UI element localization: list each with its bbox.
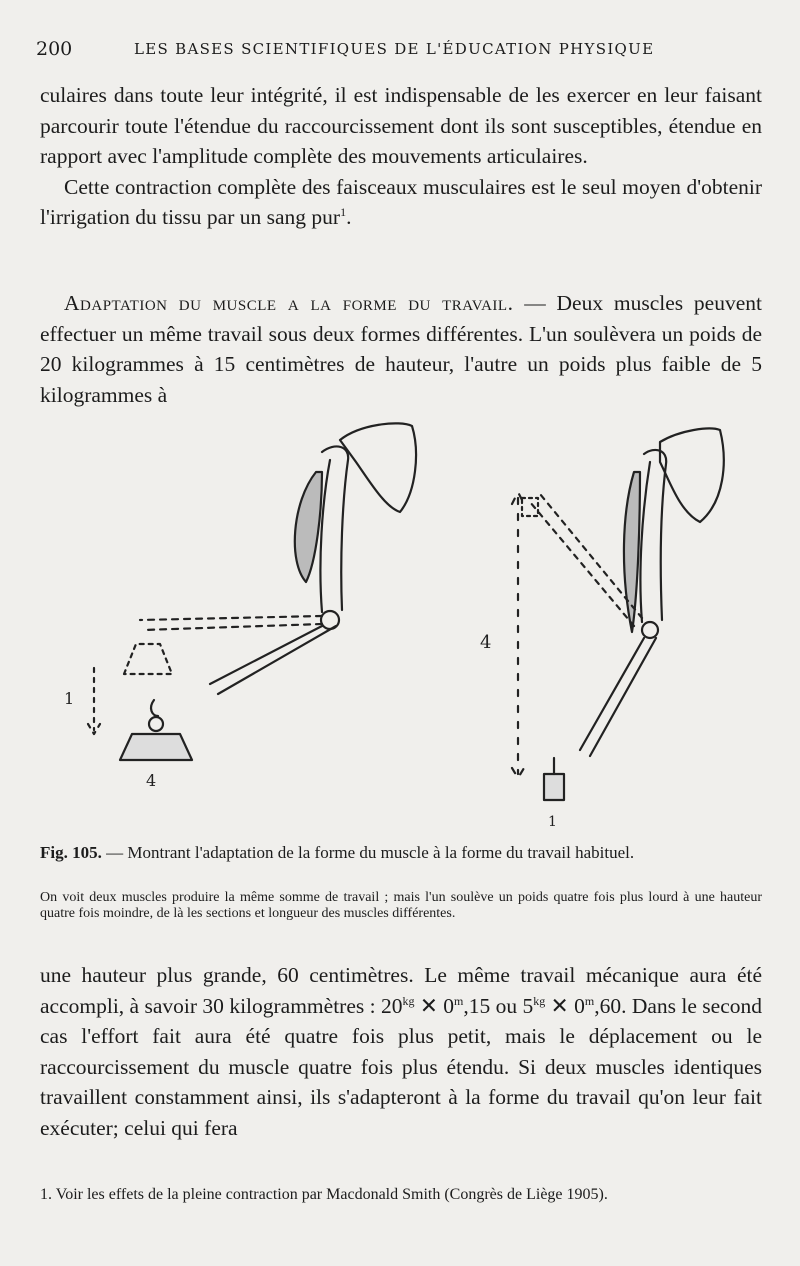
right-weight [544,774,564,800]
right-height-label: 4 [480,632,492,653]
figure-label: Fig. 105. [40,843,102,862]
paragraph-4-text-b: ✕ 0 [414,993,455,1018]
left-chain [151,700,158,716]
unit-kg-1: kg [402,993,415,1008]
right-weight-label: 1 [548,814,557,830]
left-shoulder-blade [340,423,416,512]
figure-caption-body: On voit deux muscles produire la même somme de travail ; mais l'un soulève un poids quatre fois plus lourd à une hauteur quatre fois moindre, de là les sections et longueur des muscles différentes. [40,890,762,921]
paragraph-2: Cette contraction complète des faisceaux musculaires est le seul moyen d'obtenir l'irrigation du tissu par un sang pur$^1$. [40,174,762,229]
text-block-section [40,288,762,410]
paragraph-1-text: culaires dans toute leur intégrité, il est indispensable de les exercer en leur faisant parcourir toute l'étendue du raccourcissement dont ils sont susceptibles, étendue en rapport avec l'amplitude complète des mouvements articulaires. [40,83,762,168]
left-forearm-raised [140,616,322,630]
paragraph-4-text-a: une hauteur plus grande, 60 centimètres. Le même travail mécanique aura été accompli, à savoir 30 kilogrammètres : 20 [40,963,762,1018]
footnote-text: Voir les effets de la pleine contraction par Macdonald Smith (Congrès de Liège 1905). [52,1186,608,1203]
right-biceps [624,472,640,632]
right-humerus [640,450,666,622]
footnote-number: 1. [40,1186,52,1203]
unit-m-2: m [584,993,595,1008]
text-block-top [40,80,762,233]
paragraph-2-text: Cette contraction complète des faisceaux musculaires est le seul moyen d'obtenir l'irrigation du tissu par un sang pur [40,174,762,229]
figure-caption-text: — Montrant l'adaptation de la forme du muscle à la forme du travail habituel. [101,843,635,862]
paragraph-1 [40,80,762,172]
left-biceps [295,472,322,582]
page-header [36,38,766,64]
paragraph-3 [40,288,762,410]
left-height-arrow [88,668,100,734]
paragraph-4-text-d: ✕ 0 [545,993,585,1018]
left-humerus [320,446,348,612]
figure-caption-title [40,842,762,863]
page-number: 200 [36,38,73,60]
left-weight [120,734,192,760]
left-weight-label: 4 [146,771,157,790]
left-height-label: 1 [64,689,75,708]
paragraph-4-text-c: ,15 ou 5 [463,993,534,1018]
right-height-arrow [512,492,524,778]
paragraph-4-text-e: ,60. Dans le second cas l'effort fait aura été quatre fois plus petit, mais le déplacement ou le raccourcissement du muscle quatre fois plus étendu. Si deux muscles identiques travaillent constamment ainsi, ils s'adapteront à la forme du travail qu'on leur fait exécuter; celui qui fera [40,993,763,1140]
right-shoulder-blade [660,429,724,523]
footnote [40,1184,762,1205]
unit-kg-2: kg [533,993,546,1008]
paragraph-4 [40,960,762,1143]
figure-105-illustration [60,412,760,832]
text-block-bottom [40,960,762,1143]
running-title: LES BASES SCIENTIFIQUES DE L'ÉDUCATION PHYSIQUE [134,40,655,58]
left-forearm [210,626,336,694]
footnote-ref: 1 [340,204,347,219]
section-heading: Adaptation du muscle a la forme du travail. [64,291,514,315]
unit-m-1: m [454,993,464,1008]
right-elbow [642,622,658,638]
paragraph-3-text: — Deux muscles peuvent effectuer un même travail sous deux formes différentes. L'un soulèvera un poids de 20 kilogrammes à 15 centimètres de hauteur, l'autre un poids plus faible de 5 kilogrammes à [40,291,762,407]
right-forearm [580,638,656,756]
left-weight-raised [124,644,172,674]
arm-muscle-drawing [60,412,760,832]
